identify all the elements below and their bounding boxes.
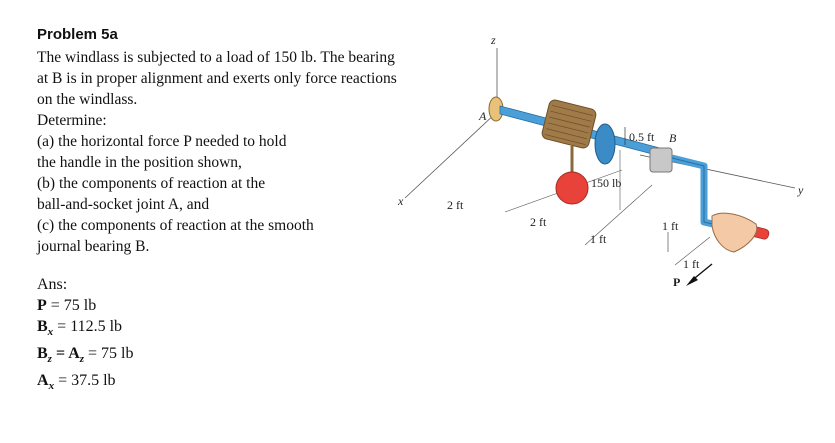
journal-bearing-b: [650, 148, 672, 172]
dim-half-ft-label: 0.5 ft: [629, 130, 655, 144]
statement-line: on the windlass.: [37, 91, 138, 108]
axis-z-label: z: [491, 33, 496, 47]
problem-title: Problem 5a: [37, 26, 118, 43]
axis-y-label: y: [798, 183, 804, 197]
dim-1ft-label: 1 ft: [662, 219, 679, 233]
answer-ax: $A_x = 37.5$ lb: [37, 372, 116, 393]
hand-illustration: [712, 213, 757, 252]
statement-line: (c) the components of reaction at the smooth: [37, 217, 314, 234]
load-label: 150 lb: [591, 176, 622, 190]
statement-line: The windlass is subjected to a load of 150 lb. The bearing: [37, 49, 395, 66]
dim-2ft-label: 2 ft: [447, 198, 464, 212]
rope-drum: [541, 99, 597, 149]
drum-flange: [595, 124, 615, 164]
answers-heading: Ans:: [37, 276, 68, 293]
statement-line: journal bearing B.: [37, 238, 150, 255]
statement-line: the handle in the position shown,: [37, 154, 242, 171]
answer-bz-az: $B_z = A_z = 75$ lb: [37, 345, 134, 366]
statement-line: ball-and-socket joint A, and: [37, 196, 210, 213]
answer-bx: $B_x = 112.5$ lb: [37, 318, 123, 339]
dim-2ft-label: 2 ft: [530, 215, 547, 229]
statement-line: at B is in proper alignment and exerts only force reactions: [37, 70, 397, 87]
statement-line: (b) the components of reaction at the: [37, 175, 266, 192]
axis-x-label: x: [398, 194, 404, 208]
dim-1ft-label: 1 ft: [683, 257, 700, 271]
statement-line: Determine:: [37, 112, 107, 129]
x-axis: [405, 112, 497, 198]
statement-line: (a) the horizontal force P needed to hold: [37, 133, 287, 150]
dim-1ft-label: 1 ft: [590, 232, 607, 246]
point-a-label: A: [479, 109, 487, 123]
force-p-label: P: [673, 275, 681, 289]
load-weight: [556, 172, 588, 204]
answer-p: P = 75 lb: [37, 297, 97, 314]
point-b-label: B: [669, 131, 677, 145]
